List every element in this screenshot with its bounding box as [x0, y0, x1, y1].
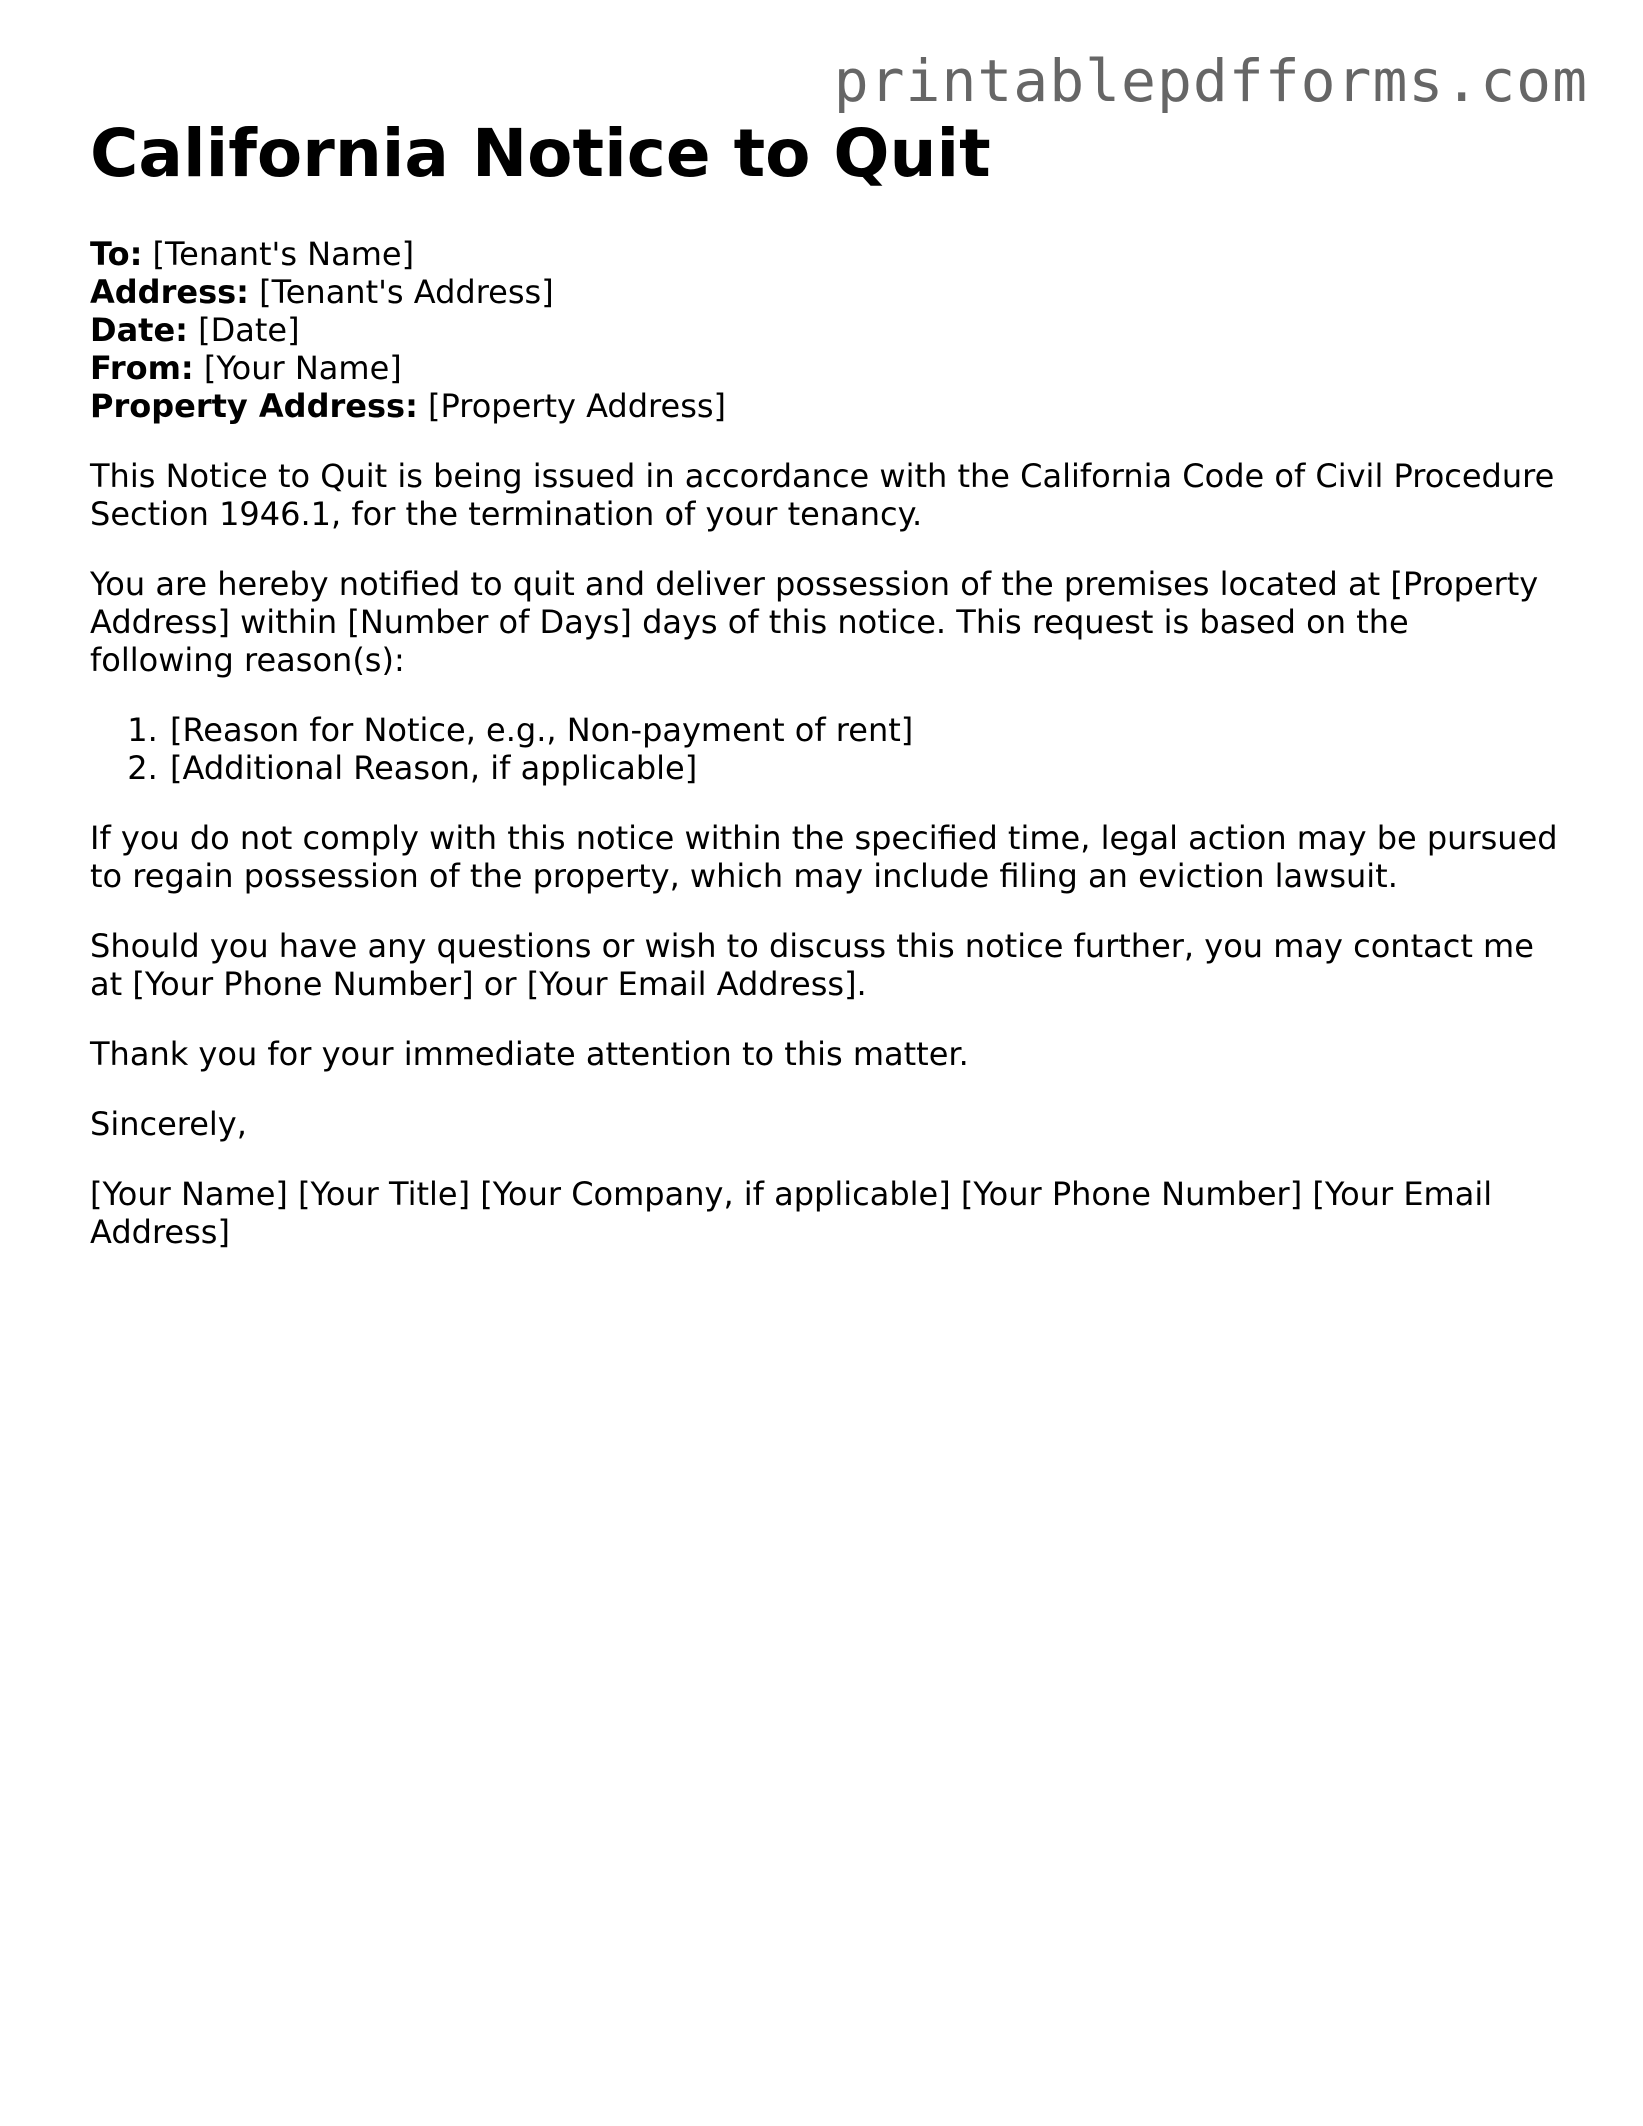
thanks-paragraph: Thank you for your immediate attention to this matter.: [90, 1034, 969, 1073]
list-item: 2. [Additional Reason, if applicable]: [168, 749, 1560, 787]
field-label: To:: [90, 234, 143, 273]
field-label: Date:: [90, 310, 188, 349]
field-to: [90, 235, 1560, 273]
field-value: [Tenant's Name]: [152, 234, 415, 273]
notice-paragraph: You are hereby notified to quit and deliver possession of the premises located at [Property Address] within [Number of Days] days of this notice. This request is based on the following reason(s):: [90, 564, 1539, 679]
list-item: 1. [Reason for Notice, e.g., Non-payment of rent]: [168, 711, 1560, 749]
field-from: [90, 349, 1560, 387]
contact-paragraph: Should you have any questions or wish to discuss this notice further, you may contact me at [Your Phone Number] or [Your Email Address].: [90, 926, 1534, 1003]
reasons-list: [90, 711, 1560, 787]
field-value: [Your Name]: [203, 348, 402, 387]
closing-text: Sincerely,: [90, 1104, 247, 1143]
field-label: From:: [90, 348, 194, 387]
header-fields: [90, 235, 1560, 425]
document-page: [90, 115, 1560, 1251]
watermark-logo: printablepdfforms.com: [833, 47, 1588, 115]
field-value: [Date]: [198, 310, 300, 349]
page-title: California Notice to Quit: [90, 115, 991, 192]
field-label: Address:: [90, 272, 249, 311]
field-label: Property Address:: [90, 386, 418, 425]
signature-block: [Your Name] [Your Title] [Your Company, if applicable] [Your Phone Number] [Your Email Address]: [90, 1174, 1493, 1251]
consequence-paragraph: If you do not comply with this notice within the specified time, legal action may be pursued to regain possession of the property, which may include filing an eviction lawsuit.: [90, 818, 1558, 895]
intro-paragraph: This Notice to Quit is being issued in accordance with the California Code of Civil Procedure Section 1946.1, for the termination of your tenancy.: [90, 456, 1555, 533]
field-date: [90, 311, 1560, 349]
field-property-address: [90, 387, 1560, 425]
field-address: [90, 273, 1560, 311]
field-value: [Property Address]: [428, 386, 727, 425]
field-value: [Tenant's Address]: [259, 272, 554, 311]
